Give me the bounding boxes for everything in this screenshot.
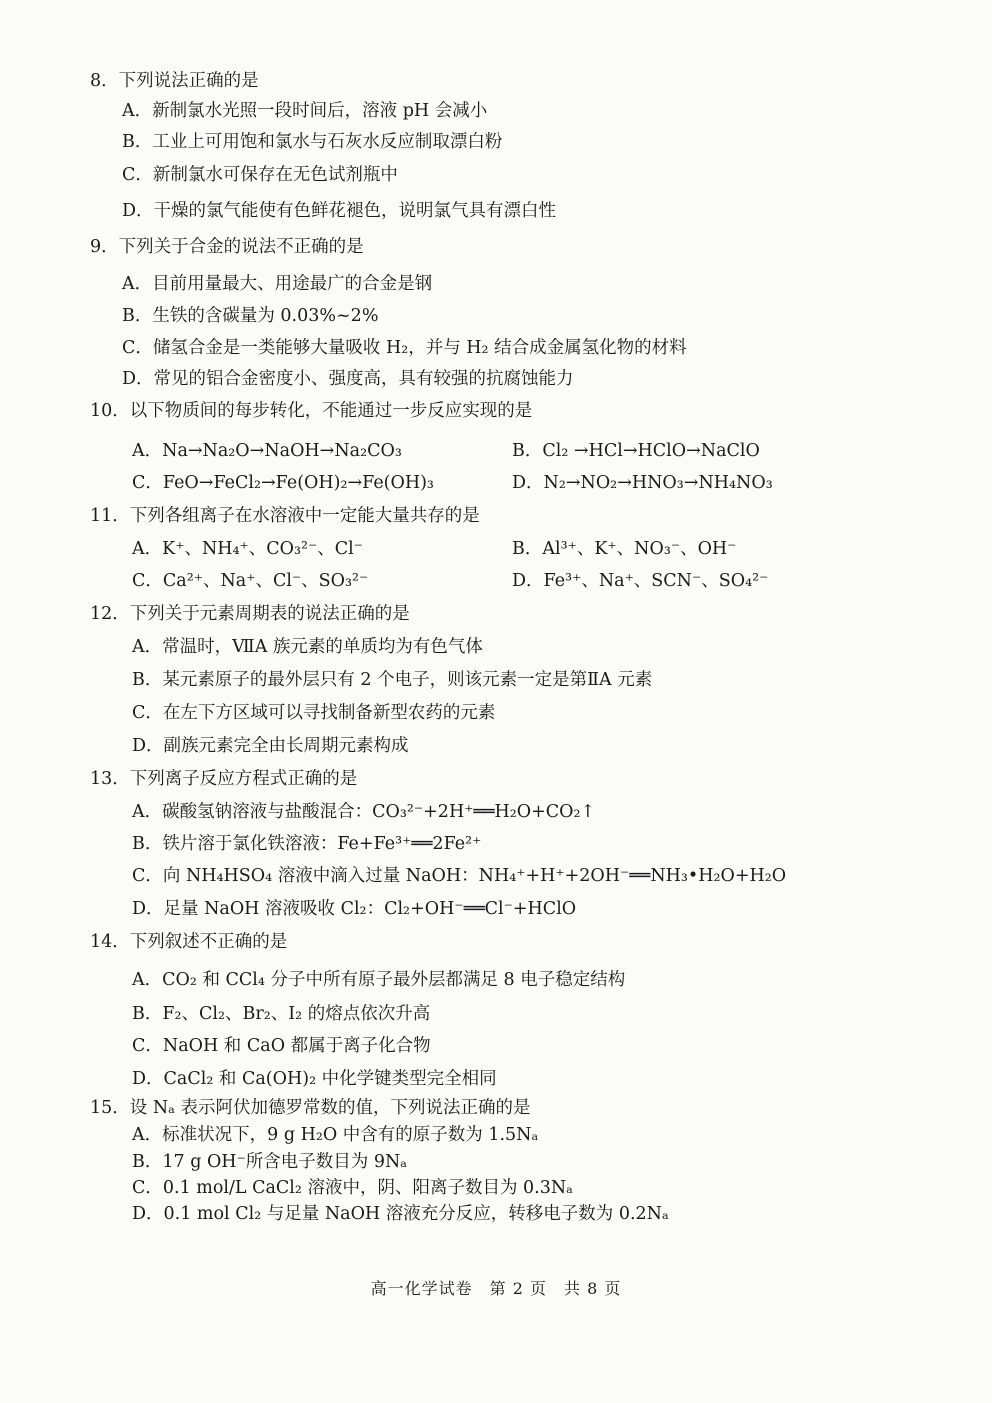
question-10-option-c: C．FeO→FeCl₂→Fe(OH)₂→Fe(OH)₃	[132, 473, 434, 493]
question-11-option-c: C．Ca²⁺、Na⁺、Cl⁻、SO₃²⁻	[132, 571, 369, 591]
question-9-option-d: D．常见的铝合金密度小、强度高，具有较强的抗腐蚀能力	[122, 369, 574, 389]
question-13-option-a: A．碳酸氢钠溶液与盐酸混合：CO₃²⁻+2H⁺══H₂O+CO₂↑	[132, 802, 596, 822]
question-8-stem: 8．下列说法正确的是	[90, 71, 259, 91]
question-15-option-b: B．17 g OH⁻所含电子数目为 9Nₐ	[132, 1152, 408, 1172]
question-15-option-a: A．标准状况下，9 g H₂O 中含有的原子数为 1.5Nₐ	[132, 1125, 539, 1145]
question-12-option-a: A．常温时，ⅦA 族元素的单质均为有色气体	[132, 637, 483, 657]
question-13-option-c: C．向 NH₄HSO₄ 溶液中滴入过量 NaOH：NH₄⁺+H⁺+2OH⁻══NH₃•H₂O+H₂O	[132, 866, 787, 886]
question-14-option-b: B．F₂、Cl₂、Br₂、I₂ 的熔点依次升高	[132, 1004, 431, 1024]
question-15-stem: 15．设 Nₐ 表示阿伏加德罗常数的值，下列说法正确的是	[90, 1098, 531, 1118]
question-12-option-c: C．在左下方区域可以寻找制备新型农药的元素	[132, 703, 496, 723]
question-12-option-d: D．副族元素完全由长周期元素构成	[132, 736, 409, 756]
question-13-stem: 13．下列离子反应方程式正确的是	[90, 769, 358, 789]
question-13-option-d: D．足量 NaOH 溶液吸收 Cl₂：Cl₂+OH⁻══Cl⁻+HClO	[132, 899, 577, 919]
question-10-option-a: A．Na→Na₂O→NaOH→Na₂CO₃	[132, 441, 402, 461]
question-11-option-d: D．Fe³⁺、Na⁺、SCN⁻、SO₄²⁻	[512, 571, 769, 591]
question-10-option-d: D．N₂→NO₂→HNO₃→NH₄NO₃	[512, 473, 773, 493]
question-12-option-b: B．某元素原子的最外层只有 2 个电子，则该元素一定是第ⅡA 元素	[132, 670, 653, 690]
question-12-stem: 12．下列关于元素周期表的说法正确的是	[90, 604, 410, 624]
question-14-option-a: A．CO₂ 和 CCl₄ 分子中所有原子最外层都满足 8 电子稳定结构	[132, 970, 626, 990]
question-8-option-a: A．新制氯水光照一段时间后，溶液 pH 会减小	[122, 101, 488, 121]
question-11-option-a: A．K⁺、NH₄⁺、CO₃²⁻、Cl⁻	[132, 539, 364, 559]
question-11-option-b: B．Al³⁺、K⁺、NO₃⁻、OH⁻	[512, 539, 737, 559]
question-8-option-b: B．工业上可用饱和氯水与石灰水反应制取漂白粉	[122, 132, 503, 152]
question-14-stem: 14．下列叙述不正确的是	[90, 932, 288, 952]
question-9-option-b: B．生铁的含碳量为 0.03%~2%	[122, 306, 379, 326]
question-10-option-b: B．Cl₂ →HCl→HClO→NaClO	[512, 441, 760, 461]
question-9-option-c: C．储氢合金是一类能够大量吸收 H₂，并与 H₂ 结合成金属氢化物的材料	[122, 338, 687, 358]
question-8-option-d: D．干燥的氯气能使有色鲜花褪色，说明氯气具有漂白性	[122, 201, 557, 221]
question-13-option-b: B．铁片溶于氯化铁溶液：Fe+Fe³⁺══2Fe²⁺	[132, 834, 482, 854]
question-14-option-c: C．NaOH 和 CaO 都属于离子化合物	[132, 1036, 431, 1056]
question-10-stem: 10．以下物质间的每步转化，不能通过一步反应实现的是	[90, 401, 533, 421]
question-15-option-c: C．0.1 mol/L CaCl₂ 溶液中，阴、阳离子数目为 0.3Nₐ	[132, 1178, 573, 1198]
question-8-option-c: C．新制氯水可保存在无色试剂瓶中	[122, 165, 398, 185]
question-11-stem: 11．下列各组离子在水溶液中一定能大量共存的是	[90, 506, 480, 526]
page-footer: 高一化学试卷 第 2 页 共 8 页	[370, 1279, 622, 1298]
question-14-option-d: D．CaCl₂ 和 Ca(OH)₂ 中化学键类型完全相同	[132, 1069, 497, 1089]
question-15-option-d: D．0.1 mol Cl₂ 与足量 NaOH 溶液充分反应，转移电子数为 0.2Nₐ	[132, 1204, 669, 1224]
question-9-option-a: A．目前用量最大、用途最广的合金是钢	[122, 274, 433, 294]
question-9-stem: 9．下列关于合金的说法不正确的是	[90, 237, 364, 257]
